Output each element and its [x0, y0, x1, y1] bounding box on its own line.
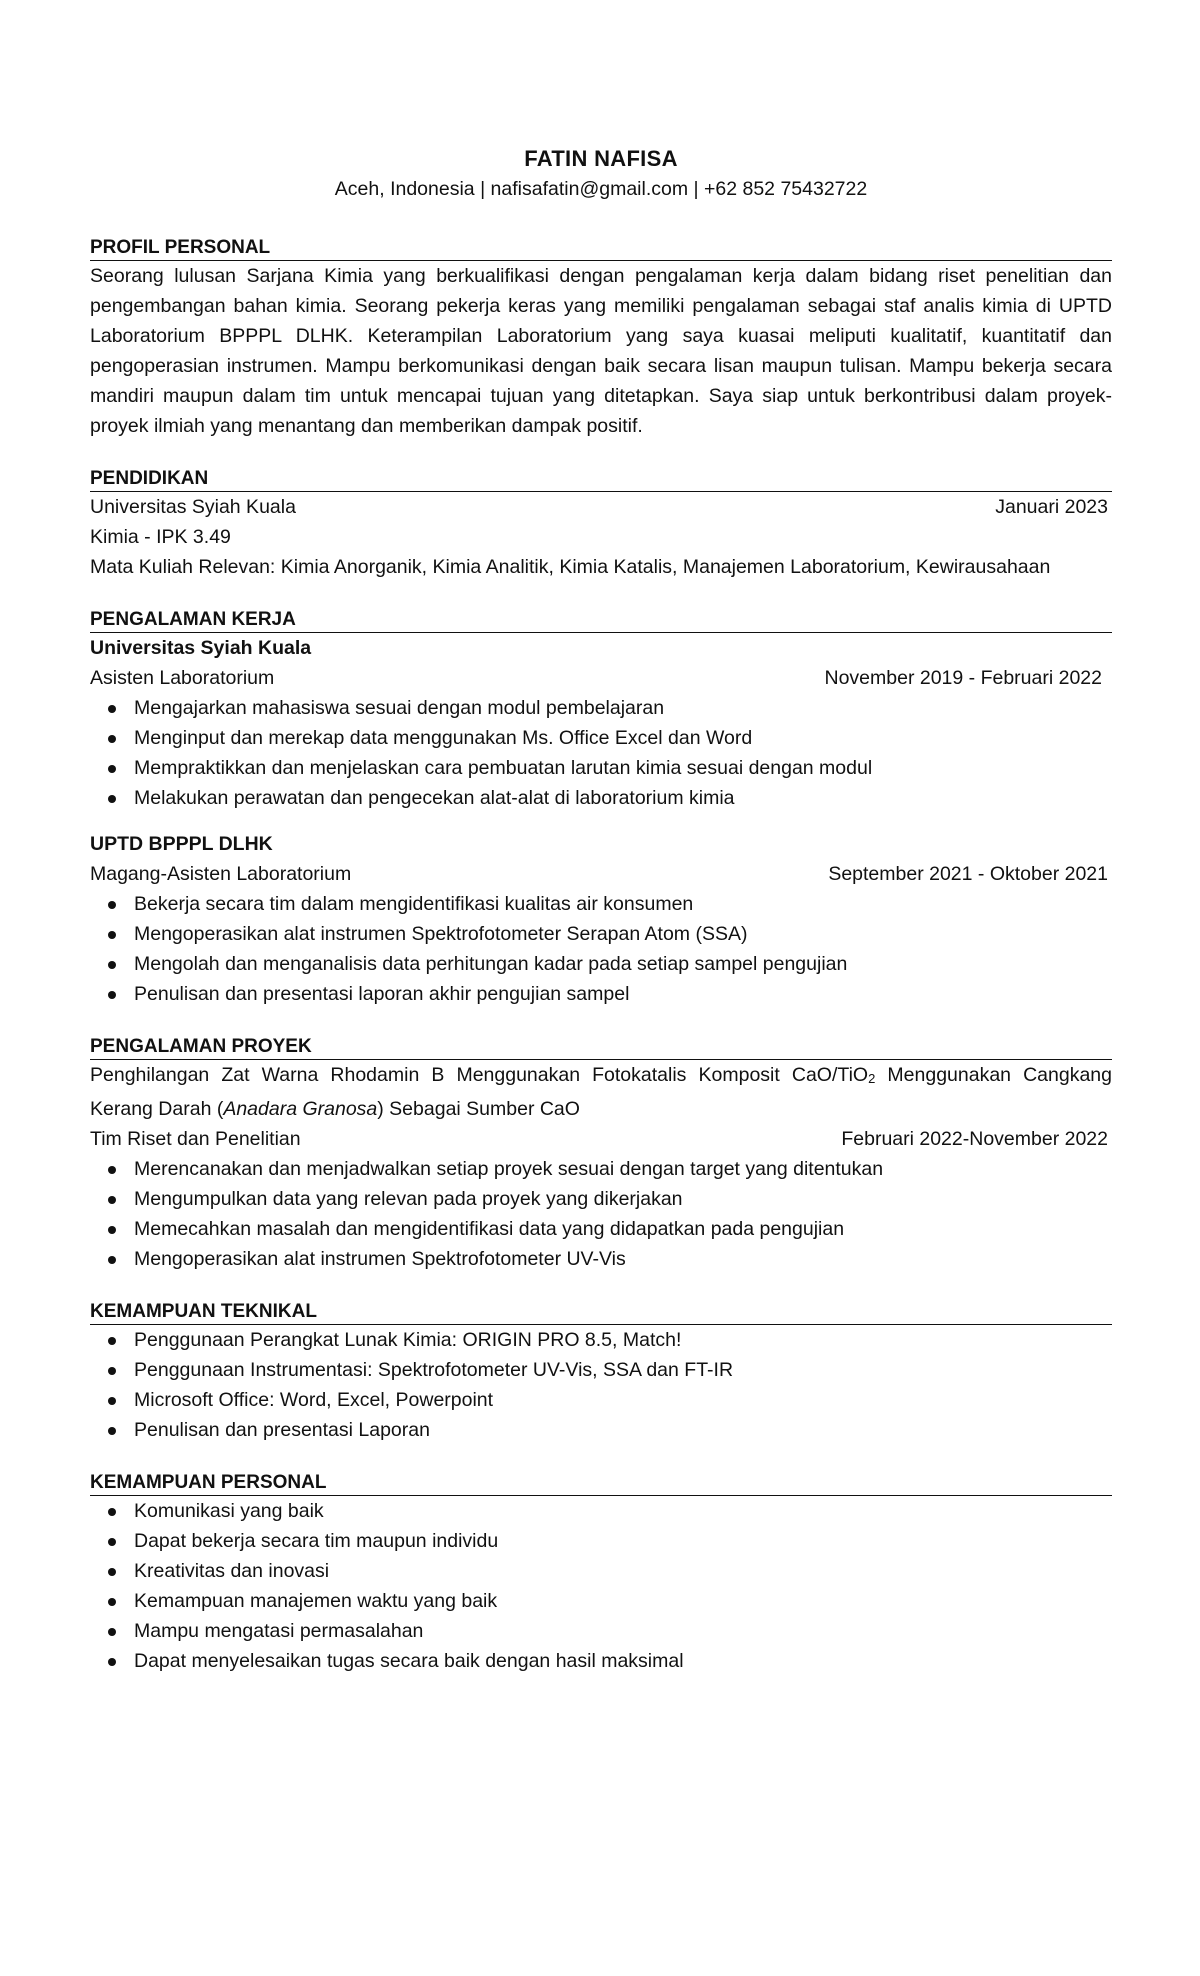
job-date: November 2019 - Februari 2022 [824, 667, 1102, 689]
project-row [90, 1124, 1112, 1154]
project-name-subscript: 2 [868, 1071, 876, 1086]
job-row [90, 663, 1112, 693]
list-item: Mengoperasikan alat instrumen Spektrofotometer UV-Vis [134, 1244, 1112, 1274]
list-item: Mengumpulkan data yang relevan pada proyek yang dikerjakan [134, 1184, 1112, 1214]
list-item: Dapat bekerja secara tim maupun individu [134, 1526, 1112, 1556]
education-section [90, 465, 1112, 582]
section-title-profile: PROFIL PERSONAL [90, 234, 1112, 261]
section-title-technical: KEMAMPUAN TEKNIKAL [90, 1298, 1112, 1325]
list-item: Memecahkan masalah dan mengidentifikasi data yang didapatkan pada pengujian [134, 1214, 1112, 1244]
list-item: Komunikasi yang baik [134, 1496, 1112, 1526]
list-item: Menginput dan merekap data menggunakan Ms. Office Excel dan Word [134, 723, 1112, 753]
education-courses: Mata Kuliah Relevan: Kimia Anorganik, Kimia Analitik, Kimia Katalis, Manajemen Laboratorium, Kewirausahaan [90, 556, 1051, 578]
list-item: Mengolah dan menganalisis data perhitungan kadar pada setiap sampel pengujian [134, 949, 1112, 979]
list-item: Merencanakan dan menjadwalkan setiap proyek sesuai dengan target yang ditentukan [134, 1154, 1112, 1184]
candidate-name: FATIN NAFISA [524, 146, 678, 171]
education-degree: Kimia - IPK 3.49 [90, 526, 231, 548]
list-item: Mengajarkan mahasiswa sesuai dengan modul pembelajaran [134, 693, 1112, 723]
list-item: Penggunaan Perangkat Lunak Kimia: ORIGIN PRO 8.5, Match! [134, 1325, 1112, 1355]
list-item: Melakukan perawatan dan pengecekan alat-alat di laboratorium kimia [134, 783, 1112, 813]
project-name-species: Anadara Granosa [223, 1098, 378, 1120]
technical-skills-section [90, 1298, 1112, 1445]
resume-content [90, 144, 1112, 1676]
contact-info: Aceh, Indonesia | nafisafatin@gmail.com | +62 852 75432722 [334, 178, 868, 200]
education-row [90, 492, 1112, 522]
profile-text: Seorang lulusan Sarjana Kimia yang berkualifikasi dengan pengalaman kerja dalam bidang riset penelitian dan pengembangan bahan kimia. Seorang pekerja keras yang memiliki pengalaman sebagai staf analis kimia di UPTD Laboratorium BPPPL DLHK. Keterampilan Laboratorium yang saya kuasai meliputi kualitatif, kuantitatif dan pengoperasian instrumen. Mampu berkomunikasi dengan baik secara lisan maupun tulisan. Mampu bekerja secara mandiri maupun dalam tim untuk mencapai tujuan yang ditetapkan. Saya siap untuk berkontribusi dalam proyek-proyek ilmiah yang menantang dan memberikan dampak positif. [90, 265, 1112, 437]
section-title-personal: KEMAMPUAN PERSONAL [90, 1469, 1112, 1496]
job-duties-list [90, 889, 1112, 1009]
profile-section [90, 234, 1112, 441]
experience-section [90, 606, 1112, 1009]
job-role: Magang-Asisten Laboratorium [90, 863, 352, 885]
list-item: Microsoft Office: Word, Excel, Powerpoint [134, 1385, 1112, 1415]
technical-skills-list [90, 1325, 1112, 1445]
personal-skills-list [90, 1496, 1112, 1676]
list-item: Kemampuan manajemen waktu yang baik [134, 1586, 1112, 1616]
job-role: Asisten Laboratorium [90, 667, 275, 689]
project-name [90, 1060, 1112, 1124]
job-organization: UPTD BPPPL DLHK [90, 833, 273, 855]
list-item: Penulisan dan presentasi laporan akhir pengujian sampel [134, 979, 1112, 1009]
job-row [90, 859, 1112, 889]
project-team: Tim Riset dan Penelitian [90, 1128, 301, 1150]
section-title-experience: PENGALAMAN KERJA [90, 606, 1112, 633]
section-title-education: PENDIDIKAN [90, 465, 1112, 492]
personal-skills-section [90, 1469, 1112, 1676]
project-duties-list [90, 1154, 1112, 1274]
project-name-part2: Menggunakan Cangkang Kerang Darah ( [90, 1064, 1112, 1120]
education-school: Universitas Syiah Kuala [90, 496, 296, 518]
list-item: Mengoperasikan alat instrumen Spektrofotometer Serapan Atom (SSA) [134, 919, 1112, 949]
resume-header [90, 144, 1112, 204]
project-date: Februari 2022-November 2022 [841, 1128, 1108, 1150]
list-item: Mampu mengatasi permasalahan [134, 1616, 1112, 1646]
list-item: Dapat menyelesaikan tugas secara baik dengan hasil maksimal [134, 1646, 1112, 1676]
list-item: Kreativitas dan inovasi [134, 1556, 1112, 1586]
project-name-part3: ) Sebagai Sumber CaO [377, 1098, 580, 1120]
job-organization: Universitas Syiah Kuala [90, 637, 312, 659]
job-date: September 2021 - Oktober 2021 [828, 863, 1108, 885]
list-item: Penggunaan Instrumentasi: Spektrofotometer UV-Vis, SSA dan FT-IR [134, 1355, 1112, 1385]
job-duties-list [90, 693, 1112, 813]
list-item: Bekerja secara tim dalam mengidentifikasi kualitas air konsumen [134, 889, 1112, 919]
project-name-part1: Penghilangan Zat Warna Rhodamin B Menggunakan Fotokatalis Komposit CaO/TiO [90, 1064, 869, 1086]
project-section [90, 1033, 1112, 1274]
section-title-project: PENGALAMAN PROYEK [90, 1033, 1112, 1060]
list-item: Penulisan dan presentasi Laporan [134, 1415, 1112, 1445]
education-date: Januari 2023 [995, 496, 1108, 518]
list-item: Mempraktikkan dan menjelaskan cara pembuatan larutan kimia sesuai dengan modul [134, 753, 1112, 783]
